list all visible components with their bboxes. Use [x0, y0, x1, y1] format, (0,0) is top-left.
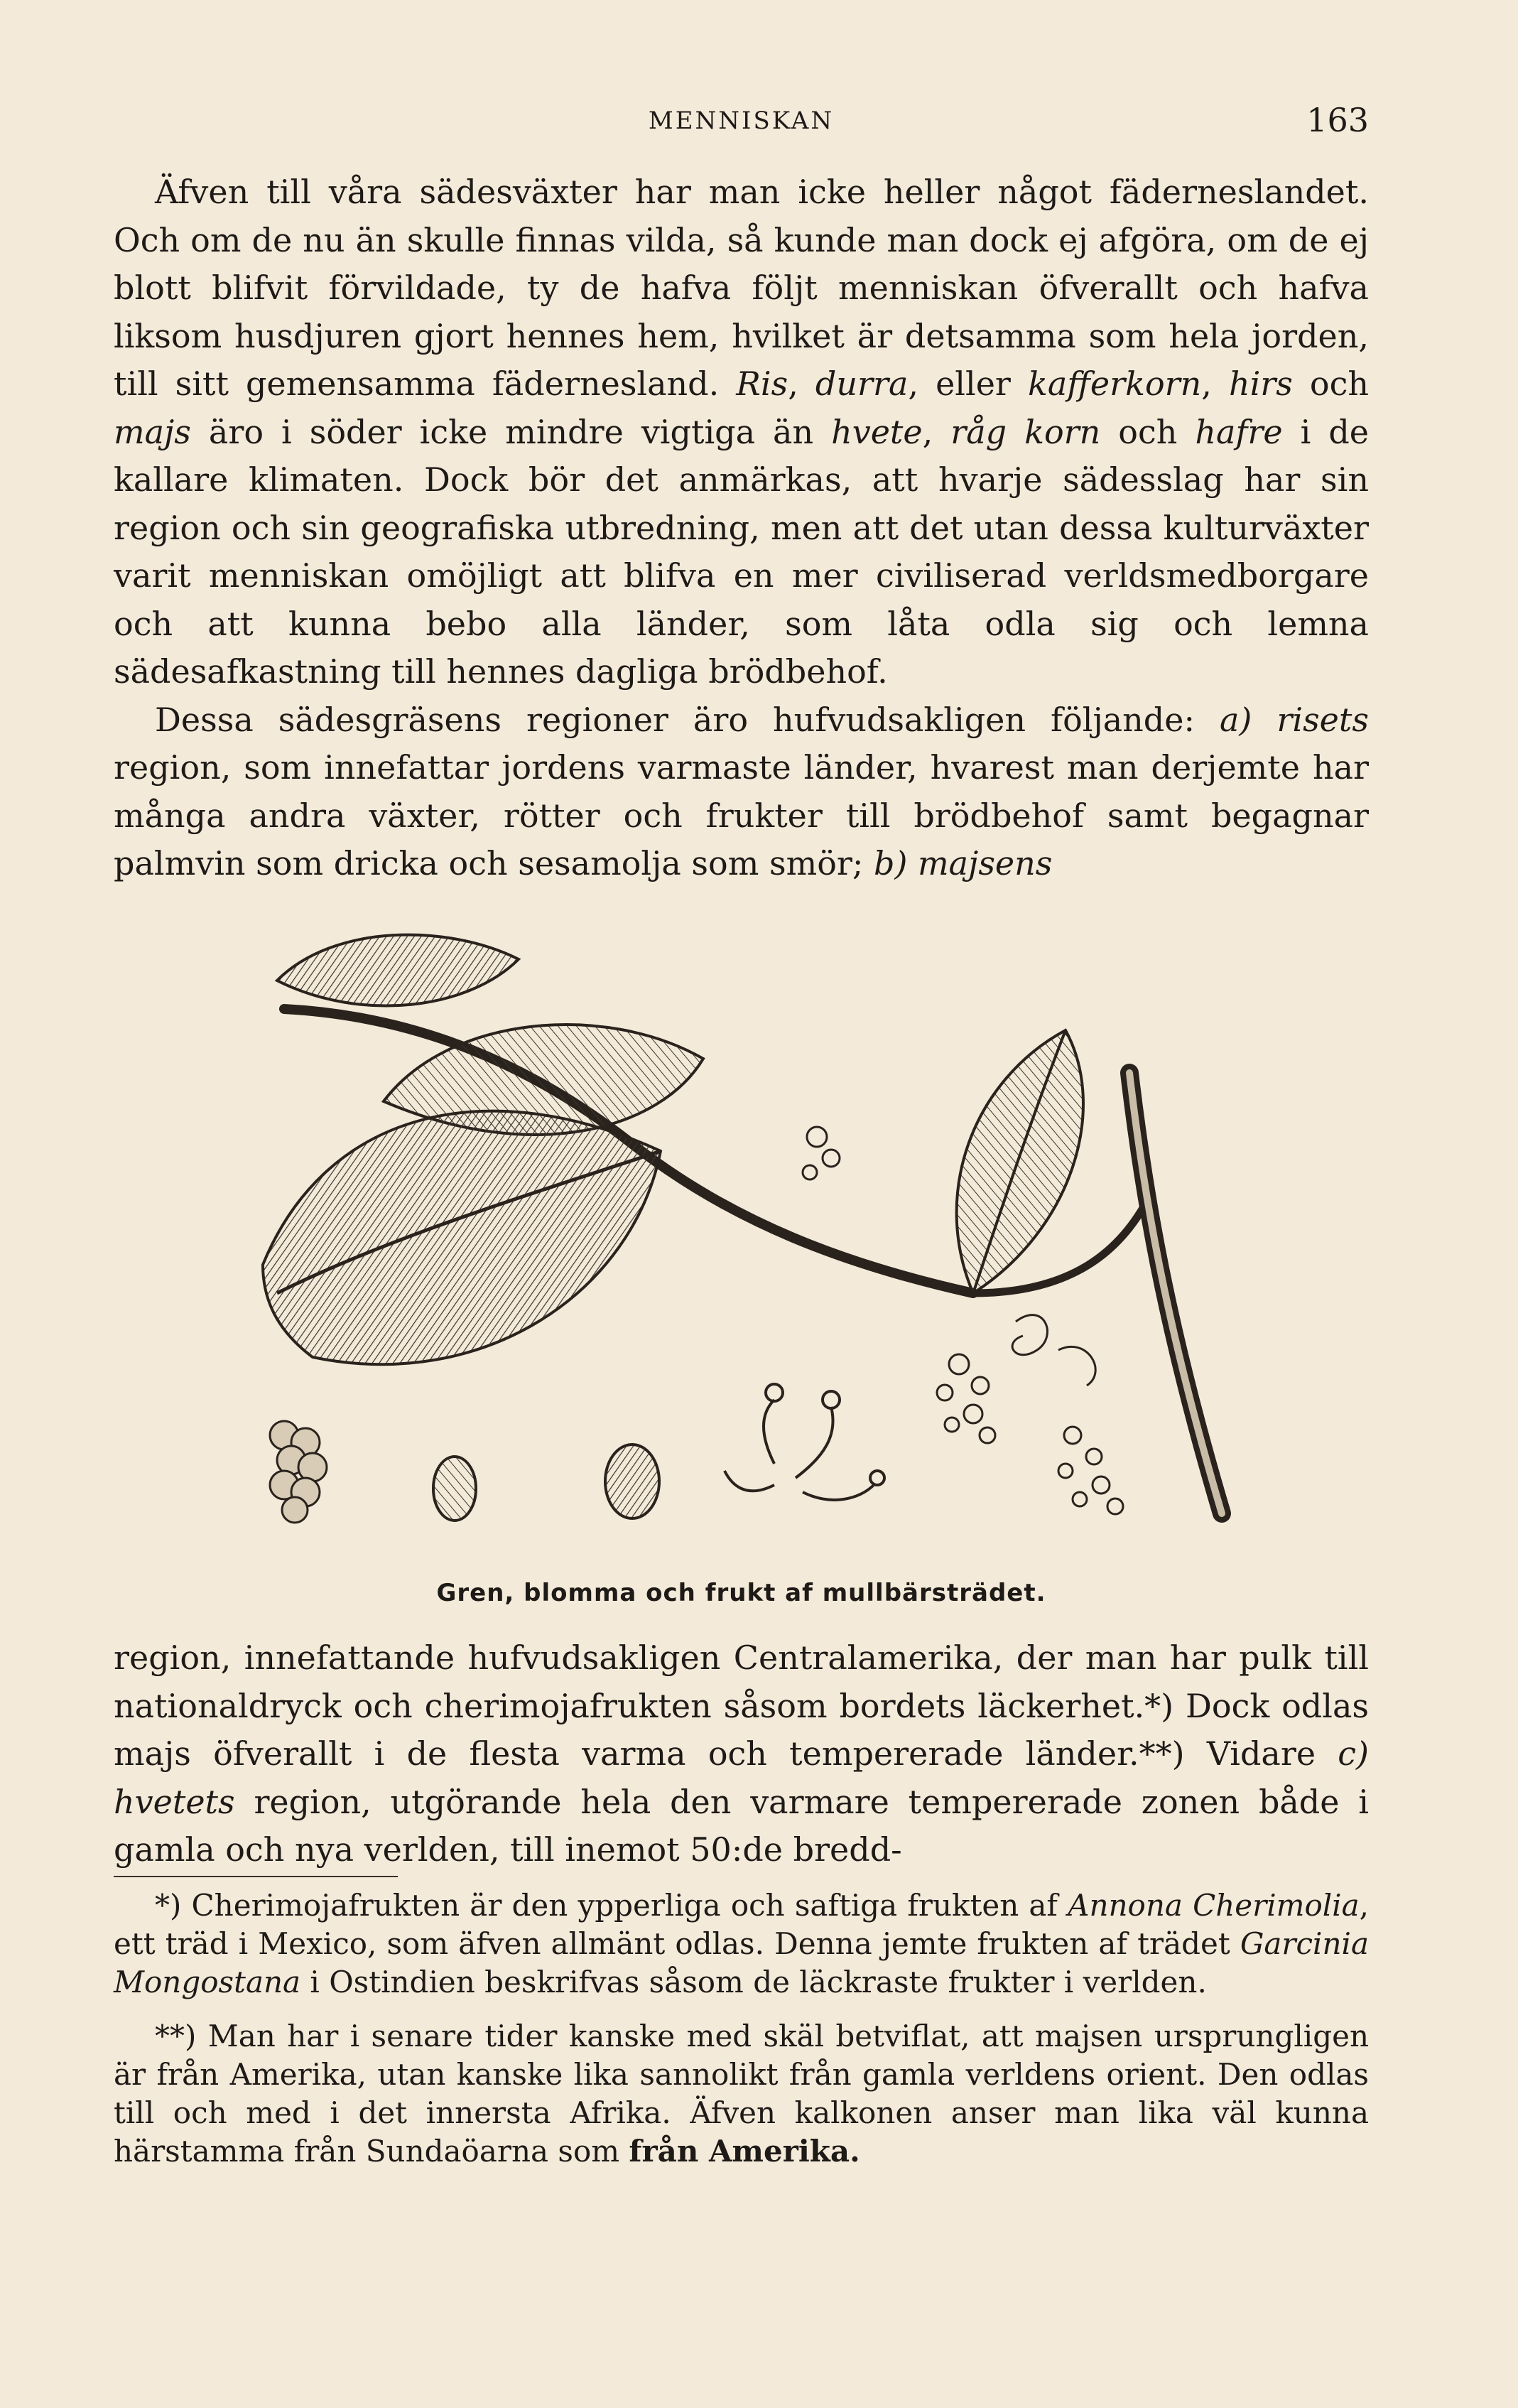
mulberry-illustration	[234, 895, 1371, 1577]
body-text-bottom	[114, 1634, 1369, 1874]
paragraph-1: Äfven till våra sädesväxter har man icke heller något fäderneslandet. Och om de nu än skulle finnas vilda, så kunde man dock ej afgöra, om de ej blott blifvit förvildade, ty de hafva följt menniskan öfverallt och hafva liksom husdjuren gjort hennes hem, hvilket är detsamma som hela jorden, till sitt gemensamma fädernesland. Ris, durra, eller kafferkorn, hirs och majs äro i söder icke mindre vigtiga än hvete, råg korn och hafre i de kallare klimaten. Dock bör det anmärkas, att hvarje sädesslag har sin region och sin geografiska utbredning, men att det utan dessa kulturväxter varit menniskan omöjligt att blifva en mer civiliserad verldsmedborgare och att kunna bebo alla länder, som låta odla sig och lemna sädesafkastning till hennes dagliga brödbehof.	[114, 173, 1370, 691]
footnote-1: *) Cherimojafrukten är den ypperliga och saftiga frukten af Annona Cherimolia, ett träd i Mexico, som äfven allmänt odlas. Denna jemte frukten af trädet Garcinia Mongostana i Ostindien beskrifvas såsom de läckraste frukter i verlden.	[114, 1888, 1369, 1999]
figure-caption: Gren, blomma och frukt af mullbärsträdet.	[436, 1579, 1046, 1607]
footnotes	[114, 1886, 1369, 2186]
running-head: MENNISKAN	[648, 107, 835, 135]
footnote-rule	[114, 1876, 398, 1877]
footnote-2: **) Man har i senare tider kanske med skäl betviflat, att majsen ursprungligen är från Amerika, utan kanske lika sannolikt från gamla verldens orient. Den odlas till och med i det innersta Afrika. Äfven kalkonen anser man lika väl kunna härstamma från Sundaöarna som från Amerika.	[114, 2019, 1369, 2169]
paragraph-2: Dessa sädesgräsens regioner äro hufvudsakligen följande: a) risets region, som innefattar jordens varmaste länder, hvarest man derjemte har många andra växter, rötter och frukter till brödbehof samt begagnar palmvin som dricka och sesamolja som smör; b) majsens	[114, 700, 1369, 882]
page-header	[114, 101, 1369, 149]
mulberry-branch-engraving	[234, 895, 1371, 1577]
body-text-top	[114, 168, 1369, 888]
paragraph-3: region, innefattande hufvudsakligen Centralamerika, der man har pulk till nationaldryck och cherimojafrukten såsom bordets läckerhet.*) Dock odlas majs öfverallt i de flesta varma och tempererade länder.**) Vidare c) hvetets region, utgörande hela den varmare tempererade zonen både i gamla och nya verlden, till inemot 50:de bredd-	[114, 1638, 1369, 1869]
page-number: 163	[1306, 101, 1369, 139]
